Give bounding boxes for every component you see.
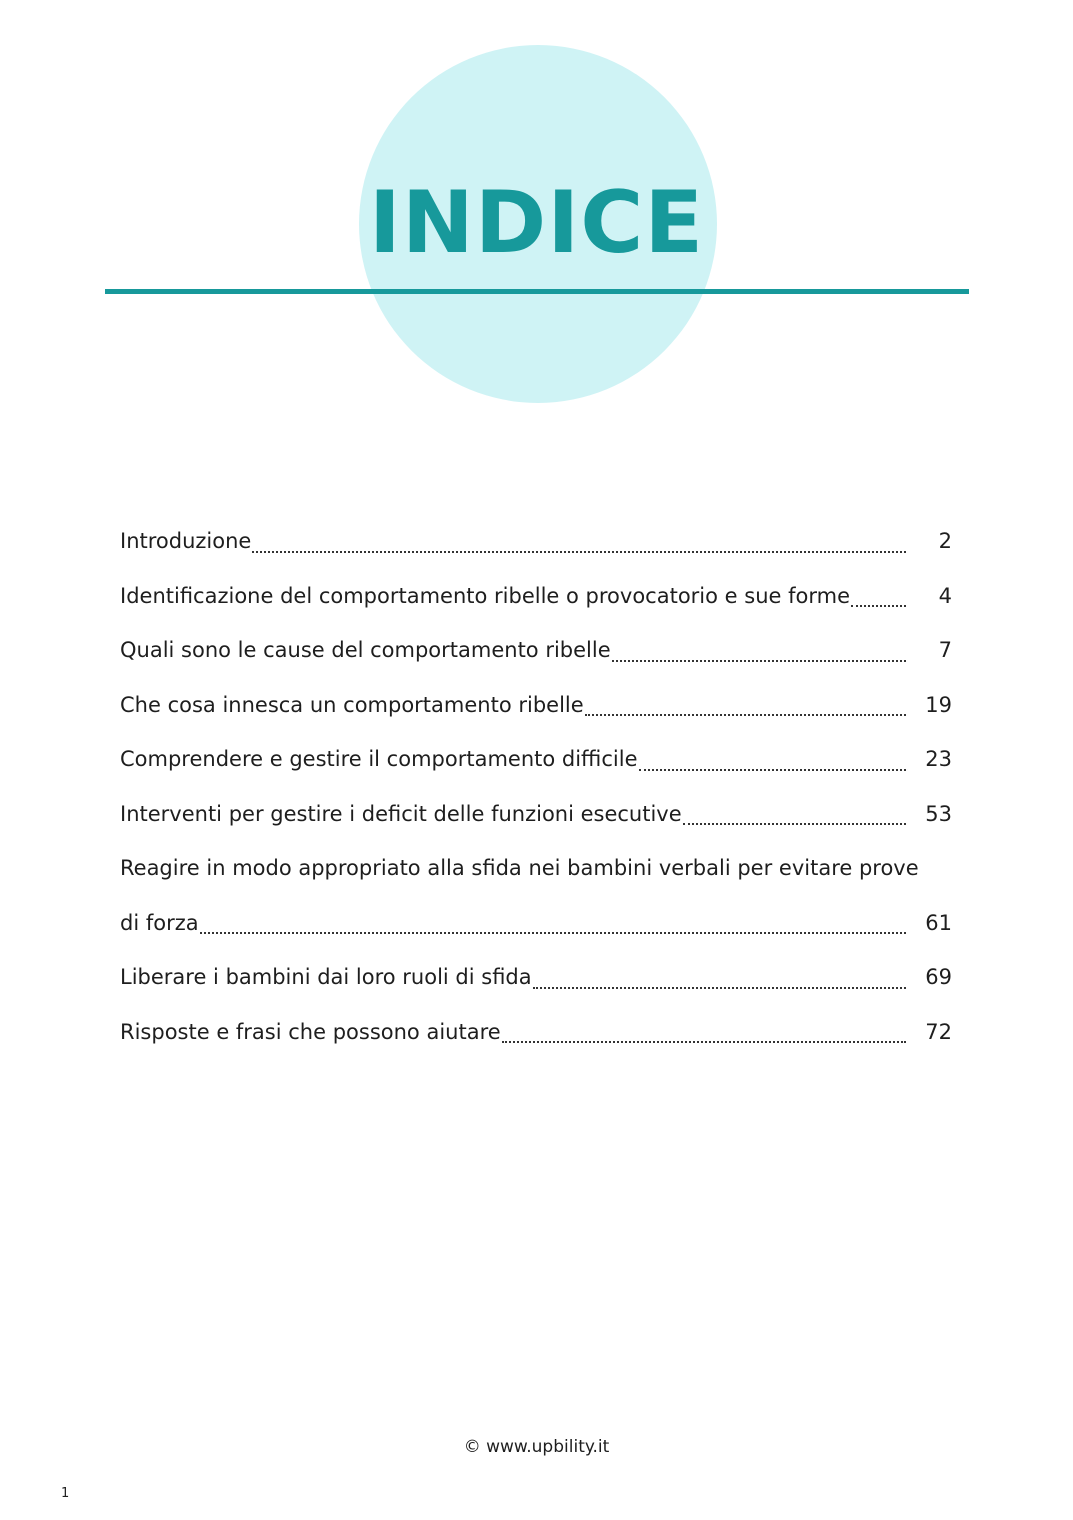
toc-dot-leader: [682, 787, 906, 842]
toc-entry-title: Risposte e frasi che possono aiutare: [120, 1019, 501, 1044]
footer-copyright[interactable]: © www.upbility.it: [463, 1437, 610, 1457]
toc-dot-leader: [584, 678, 906, 733]
toc-entry-introduzione[interactable]: [120, 514, 952, 569]
toc-entry-page: 69: [925, 965, 952, 989]
toc-dot-leader: [638, 732, 907, 787]
toc-entry-page: 72: [925, 1019, 952, 1044]
toc-entry-title: Liberare i bambini dai loro ruoli di sfida: [120, 965, 532, 989]
toc-dot-leader: [199, 896, 906, 951]
table-of-contents: [120, 514, 952, 1059]
toc-entry-cause[interactable]: [120, 623, 952, 678]
toc-entry-page: 19: [925, 692, 952, 717]
toc-entry-risposte[interactable]: [120, 1005, 952, 1060]
page-title: INDICE: [368, 173, 705, 273]
toc-entry-page: 53: [925, 801, 952, 826]
toc-entry-title: Che cosa innesca un comportamento ribelle: [120, 692, 584, 717]
toc-entry-page: 7: [938, 638, 952, 662]
toc-entry-page: 2: [938, 529, 952, 553]
toc-dot-leader: [251, 514, 906, 569]
header-divider: [105, 289, 969, 294]
toc-entry-title-line1: Reagire in modo appropriato alla sfida nei bambini verbali per evitare prove: [120, 856, 919, 880]
toc-entry-page: 4: [938, 583, 952, 608]
toc-entry-innesca[interactable]: [120, 678, 952, 733]
toc-entry-identificazione[interactable]: [120, 569, 952, 624]
toc-entry-title-line2: di forza: [120, 910, 199, 935]
toc-entry-title: Interventi per gestire i deficit delle funzioni esecutive: [120, 801, 682, 826]
toc-entry-comprendere[interactable]: [120, 732, 952, 787]
toc-entry-title: Quali sono le cause del comportamento ribelle: [120, 638, 611, 662]
toc-entry-title: Identificazione del comportamento ribelle o provocatorio e sue forme: [120, 583, 850, 608]
toc-entry-reagire[interactable]: [120, 841, 952, 950]
toc-dot-leader: [611, 623, 906, 678]
toc-entry-interventi[interactable]: [120, 787, 952, 842]
toc-dot-leader: [501, 1005, 906, 1060]
toc-entry-title: Comprendere e gestire il comportamento difficile: [120, 747, 638, 771]
page-number: 1: [61, 1486, 70, 1501]
toc-entry-liberare[interactable]: [120, 950, 952, 1005]
toc-entry-page: 23: [925, 747, 952, 771]
toc-entry-page: 61: [925, 910, 952, 935]
toc-entry-line2: [120, 896, 952, 951]
toc-entry-title: Introduzione: [120, 529, 252, 553]
toc-dot-leader: [532, 950, 906, 1005]
toc-dot-leader: [850, 569, 906, 624]
